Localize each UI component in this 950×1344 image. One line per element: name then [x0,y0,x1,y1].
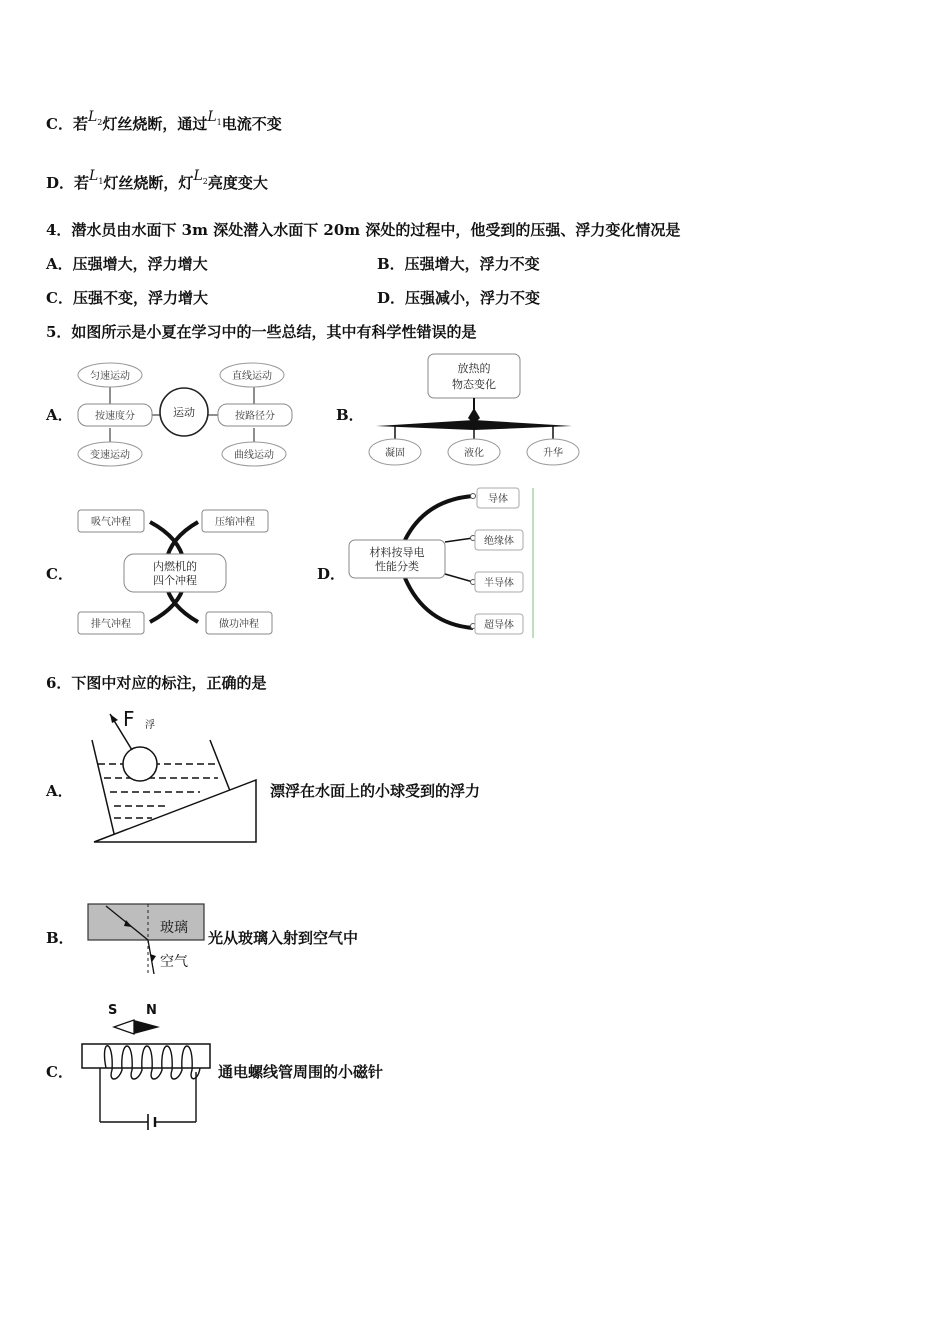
q3-option-c: C．若$L_2$灯丝烧断，通过$L_1$电流不变 [46,109,282,133]
engine-center-line2: 四个冲程 [153,574,197,587]
phase-liquefy: 液化 [464,448,484,459]
material-semiconductor: 半导体 [484,578,514,589]
stroke-compression: 压缩冲程 [215,517,255,528]
q6-caption-a: 漂浮在水面上的小球受到的浮力 [270,782,481,800]
force-label: F [123,707,135,731]
q5-label-c: C． [46,565,73,583]
materials-center-line1: 材料按导电 [369,546,425,559]
q5-label-b: B． [336,406,364,424]
diagram-solenoid [78,998,214,1134]
stroke-intake: 吸气冲程 [91,517,131,528]
needle-n-label: N [146,1003,157,1018]
stroke-exhaust: 排气冲程 [91,619,131,630]
q4-option-d: D．压强减小，浮力不变 [377,289,541,307]
diagram-phase-change [362,352,587,472]
force-subscript: 浮 [145,720,155,731]
diagram-motion [72,356,302,474]
q4-option-a: A．压强增大，浮力增大 [46,255,208,273]
phase-solidify: 凝固 [385,448,405,459]
needle-s-label: S [108,1003,118,1018]
motion-by-speed: 按速度分 [95,411,135,422]
material-insulator: 绝缘体 [484,536,514,547]
q5-label-d: D． [317,565,346,583]
lamp-symbol: $L_2$ [193,168,208,186]
engine-center-line1: 内燃机的 [153,560,197,573]
diagram-materials [345,486,540,638]
motion-straight: 直线运动 [232,371,272,382]
material-conductor: 导体 [488,494,508,505]
phase-title-line1: 放热的 [457,362,491,375]
materials-center-line2: 性能分类 [375,560,419,573]
motion-curve: 曲线运动 [234,450,274,461]
q6-caption-c: 通电螺线管周围的小磁针 [218,1063,384,1081]
q4-option-b: B．压强增大，浮力不变 [377,255,540,273]
q6-label-b: B． [46,929,74,947]
q6-label-a: A． [46,782,73,800]
q5-stem: 5．如图所示是小夏在学习中的一些总结，其中有科学性错误的是 [46,323,477,341]
phase-sublimate: 升华 [543,448,563,459]
phase-title-line2: 物态变化 [452,378,496,391]
diagram-buoyancy [90,704,265,846]
motion-by-path: 按路径分 [235,411,275,422]
q3-option-d: D．若$L_1$灯丝烧断，灯$L_2$亮度变大 [46,168,268,192]
glass-label: 玻璃 [160,920,188,936]
q5-label-a: A． [46,406,73,424]
diagram-engine-strokes [72,502,282,642]
q4-stem: 4．潜水员由水面下 3m 深处潜入水面下 20m 深处的过程中，他受到的压强、浮力变化情况是 [46,221,681,239]
q6-stem: 6．下图中对应的标注，正确的是 [46,674,267,692]
q6-label-c: C． [46,1063,73,1081]
q4-option-c: C．压强不变，浮力增大 [46,289,208,307]
stroke-power: 做功冲程 [219,619,259,630]
q6-caption-b: 光从玻璃入射到空气中 [208,929,359,947]
diagram-refraction [86,900,208,978]
lamp-symbol: $L_2$ [87,109,103,127]
motion-center: 运动 [173,406,195,419]
motion-uniform: 匀速运动 [90,371,130,382]
material-superconductor: 超导体 [484,620,514,631]
motion-variable: 变速运动 [90,450,130,461]
lamp-symbol: $L_1$ [207,109,222,127]
air-label: 空气 [160,954,188,970]
lamp-symbol: $L_1$ [89,168,104,186]
